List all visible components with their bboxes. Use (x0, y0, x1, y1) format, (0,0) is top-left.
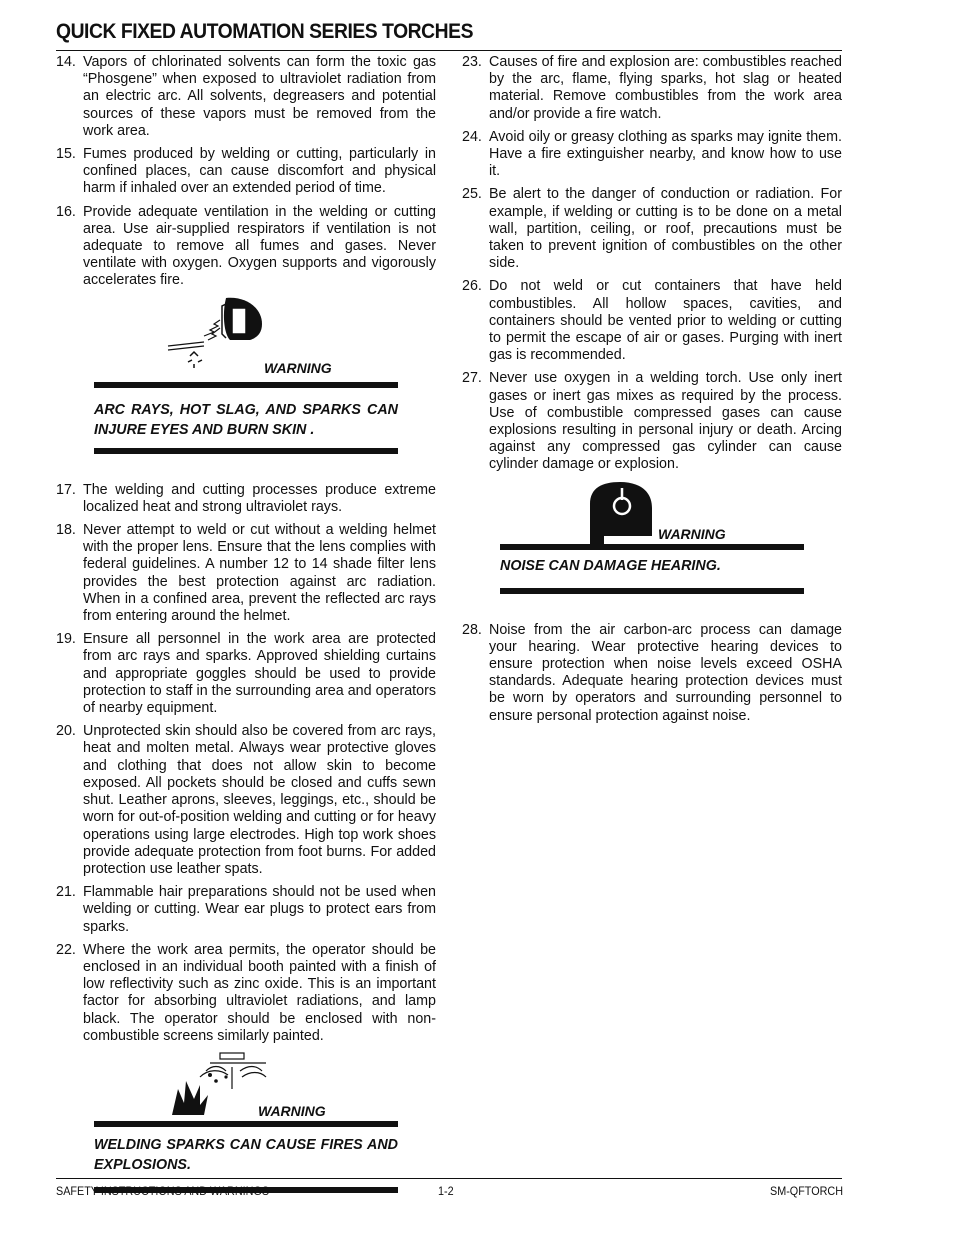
list-item (462, 129, 842, 181)
item-text: The welding and cutting processes produce extreme localized heat and strong ultraviolet rays. (83, 481, 436, 515)
list-item (462, 186, 842, 272)
item-text: Fumes produced by welding or cutting, particularly in confined places, can cause discomfort and physical harm if inhaled over an extended period of time. (83, 146, 436, 197)
left-list-a (56, 54, 436, 290)
item-text: Never use oxygen in a welding torch. Use only inert gases or inert gas mixes as required by the process. Use of combustible compressed gases can cause explosions resulting in personal injury or death. Arcing against any compressed gas cylinder can cause cylinder damage or explosion. (489, 370, 842, 473)
footer-doc-code: SM-QFTORCH (770, 1184, 843, 1198)
item-text: Do not weld or cut containers that have held combustibles. All hollow spaces, cavities, and containers should be vented prior to welding or cutting to permit the escape of air or gases. Purging with inert gas is recommended. (489, 278, 842, 364)
left-column (56, 54, 436, 1193)
warning-text: NOISE CAN DAMAGE HEARING. (500, 557, 721, 574)
warning-label: WARNING (258, 1102, 326, 1119)
item-text: Noise from the air carbon-arc process can damage your hearing. Wear protective hearing devices to ensure protection when noise levels exceed OSHA standards. Adequate hearing protection devices must be worn by operators and surrounding personnel to ensure personal protection against noise. (489, 621, 842, 724)
warning-arc-rays (94, 294, 398, 454)
page-title: QUICK FIXED AUTOMATION SERIES TORCHES (56, 20, 474, 43)
item-number: 23. (462, 54, 482, 70)
list-item (56, 884, 436, 936)
item-number: 18. (56, 522, 76, 539)
list-item (56, 522, 436, 625)
right-list-b (462, 622, 842, 725)
warning-text: ARC RAYS, HOT SLAG, AND SPARKS CAN INJURE EYES AND BURN SKIN . (94, 401, 398, 438)
item-text: Be alert to the danger of conduction or radiation. For example, if welding or cutting is to be done on a metal wall, partition, ceiling, or roof, precautions must be taken to prevent ignition of combustibles on the other side. (489, 186, 842, 272)
list-item (56, 204, 436, 290)
item-number: 17. (56, 481, 76, 498)
warning-label: WARNING (658, 525, 726, 542)
list-item (462, 278, 842, 364)
list-item (56, 942, 436, 1045)
item-number: 19. (56, 631, 76, 648)
list-item (56, 482, 436, 516)
footer-section-title: SAFETY INSTRUCTIONS AND WARNINGS (56, 1184, 270, 1198)
item-text: Causes of fire and explosion are: combustibles reached by the arc, flame, flying sparks, hot slag or heated material. Remove combustibles from the work area and/or provide a fire watch. (489, 54, 842, 122)
list-item (462, 622, 842, 725)
warning-bar-bottom (94, 448, 398, 454)
list-item (56, 631, 436, 717)
item-text: Vapors of chlorinated solvents can form the toxic gas “Phosgene” when exposed to ultraviolet radiation from an electric arc. All solvents, degreasers and potential sources of these vapors must be removed from the work area. (83, 54, 436, 139)
item-number: 15. (56, 146, 76, 163)
item-text: Avoid oily or greasy clothing as sparks may ignite them. Have a fire extinguisher nearby, and know how to use it. (489, 128, 842, 180)
list-item (462, 370, 842, 473)
item-number: 14. (56, 54, 76, 70)
warning-label: WARNING (264, 359, 332, 376)
item-text: Where the work area permits, the operator should be enclosed in an individual booth painted with a finish of low reflectivity such as zinc oxide. This is an important factor for absorbing ultraviolet radiations, and lamp black. The operator should be enclosed with non-combustible screens similarly painted. (83, 941, 436, 1044)
item-number: 22. (56, 941, 76, 958)
warning-noise (500, 480, 804, 594)
welding-helmet-icon (164, 294, 274, 374)
footer-page-number: 1-2 (438, 1184, 454, 1198)
item-number: 24. (462, 128, 482, 145)
right-list-a (462, 54, 842, 474)
sparks-fire-icon (170, 1049, 270, 1119)
item-number: 20. (56, 723, 76, 740)
list-item (56, 723, 436, 878)
item-number: 26. (462, 278, 482, 295)
footer-divider (56, 1178, 842, 1179)
warning-text: WELDING SPARKS CAN CAUSE FIRES AND EXPLOSIONS. (94, 1136, 398, 1173)
list-item (56, 146, 436, 198)
item-number: 27. (462, 370, 482, 387)
item-number: 21. (56, 884, 76, 901)
list-item (56, 54, 436, 140)
list-item (462, 54, 842, 123)
item-text: Provide adequate ventilation in the welding or cutting area. Use air-supplied respirators if ventilation is not adequate to remove all fumes and gases. Never ventilate with oxygen. Oxygen supports and vigorously accelerates fire. (83, 203, 436, 289)
hearing-protection-icon (584, 480, 664, 544)
warning-bar-bottom (500, 588, 804, 594)
left-list-b (56, 482, 436, 1045)
item-text: Ensure all personnel in the work area are protected from arc rays and sparks. Approved shielding curtains and appropriate goggles should be used to provide protection to staff in the surrounding area and operators of nearby equipment. (83, 631, 436, 717)
right-column (462, 54, 842, 731)
item-number: 25. (462, 186, 482, 203)
item-text: Unprotected skin should also be covered from arc rays, heat and molten metal. Always wear protective gloves and clothing that does not allow skin to become exposed. All pockets should be closed and cuffs sewn shut. Leather aprons, sleeves, leggings, etc., should be worn for out-of-position welding and cutting or for heavy operations using large electrodes. High top work shoes provide adequate protection from foot burns. For added protection use leather spats. (83, 723, 436, 877)
item-text: Never attempt to weld or cut without a welding helmet with the proper lens. Ensure that the lens complies with federal guidelines. A number 12 to 14 shade filter lens provides the best protection against arc radiation. When in a confined area, prevent the reflected arc rays from entering around the helmet. (83, 522, 436, 625)
item-number: 28. (462, 621, 482, 638)
item-number: 16. (56, 203, 76, 220)
warning-sparks (94, 1049, 398, 1193)
item-text: Flammable hair preparations should not be used when welding or cutting. Wear ear plugs to protect ears from sparks. (83, 884, 436, 935)
title-divider (56, 50, 842, 51)
